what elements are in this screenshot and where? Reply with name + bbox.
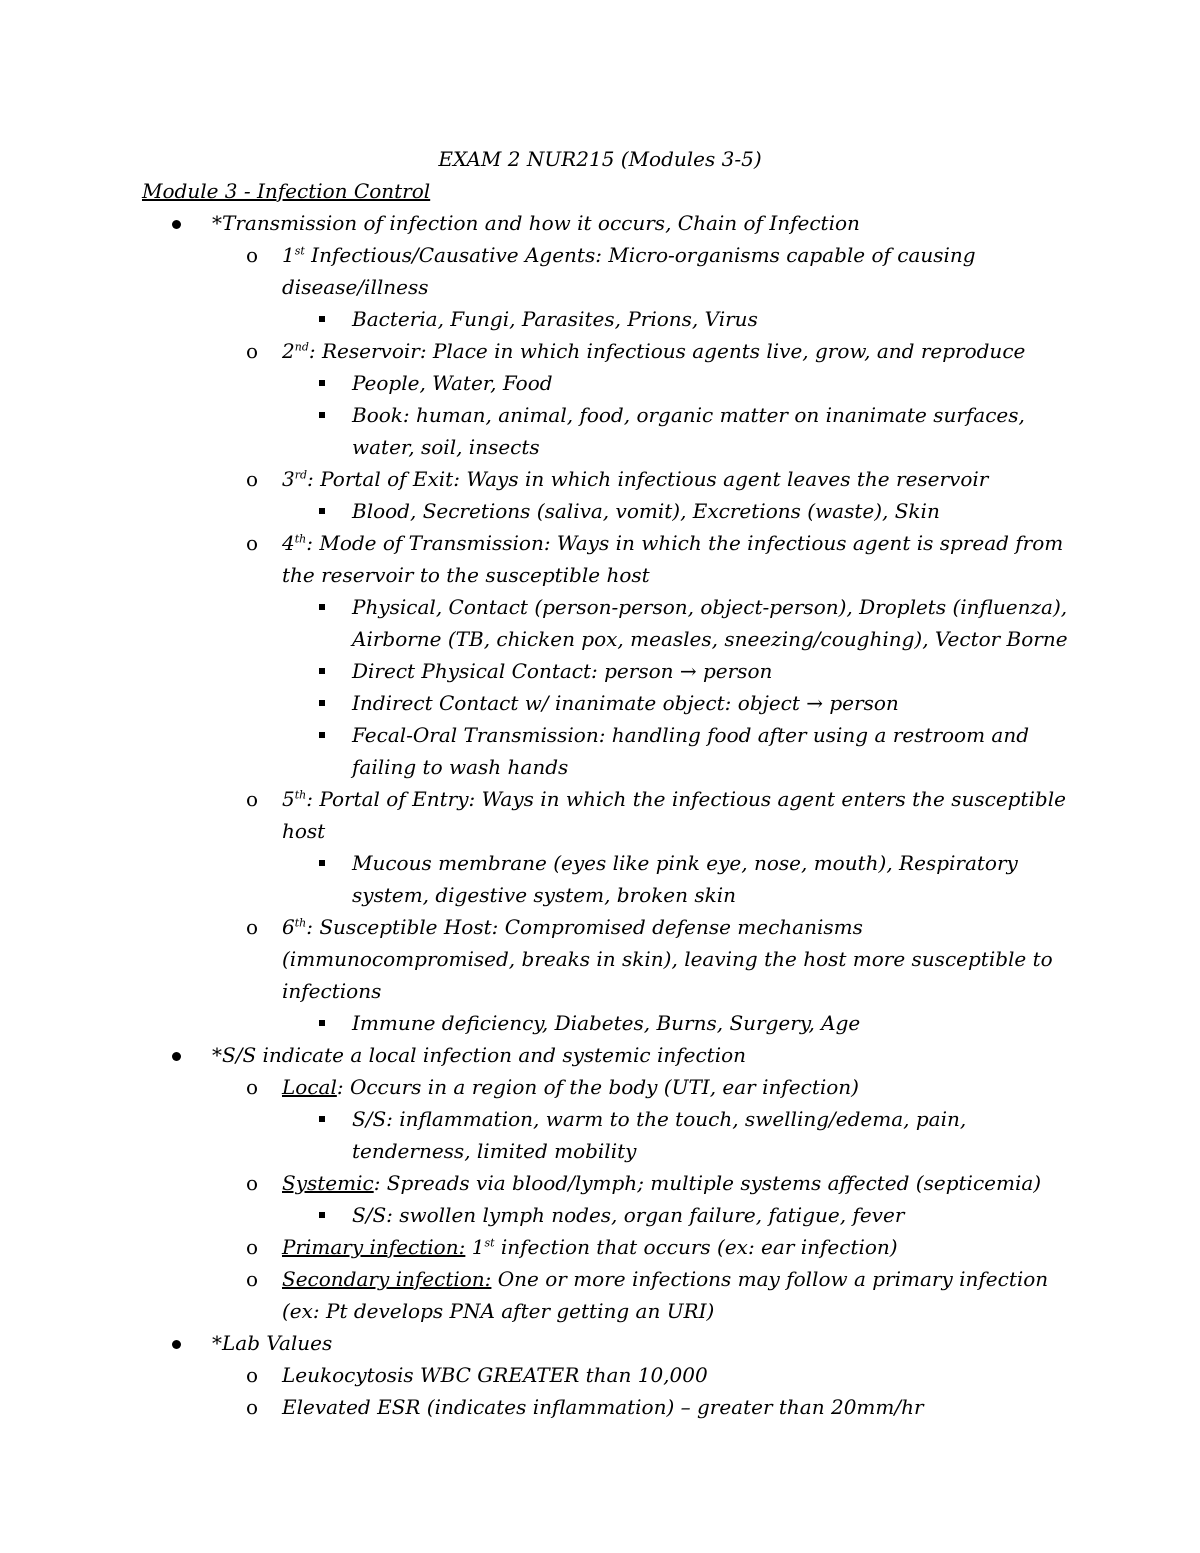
square-bullet-icon — [319, 860, 325, 866]
systemic-infection: o Systemic: Spreads via blood/lymph; multiple systems affected (septicemia) — [0, 1167, 1072, 1199]
primary-infection: o Primary infection: 1st infection that occurs (ex: ear infection) — [0, 1231, 1072, 1263]
local-infection: o Local: Occurs in a region of the body (UTI, ear infection) — [0, 1071, 1072, 1103]
circle-bullet-icon: o — [246, 787, 259, 811]
circle-bullet-icon: o — [246, 1235, 259, 1259]
bullet-signs-symptoms: *S/S indicate a local infection and systemic infection — [0, 1039, 1200, 1071]
module-heading: Module 3 - Infection Control — [142, 179, 431, 203]
list-item: Indirect Contact w/ inanimate object: object → person — [0, 687, 1072, 719]
chain-link-2: o 2nd: Reservoir: Place in which infectious agents live, grow, and reproduce — [0, 335, 1072, 367]
square-bullet-icon — [319, 508, 325, 514]
circle-bullet-icon: o — [246, 531, 259, 555]
bullet-transmission: *Transmission of infection and how it occurs, Chain of Infection — [0, 207, 1200, 239]
square-bullet-icon — [319, 1116, 325, 1122]
disc-bullet-icon — [172, 1340, 181, 1349]
circle-bullet-icon: o — [246, 915, 259, 939]
list-item: Blood, Secretions (saliva, vomit), Excretions (waste), Skin — [0, 495, 1072, 527]
disc-bullet-icon — [172, 1052, 181, 1061]
list-item: Book: human, animal, food, organic matter on inanimate surfaces, water, soil, insects — [0, 399, 1072, 463]
square-bullet-icon — [319, 700, 325, 706]
circle-bullet-icon: o — [246, 243, 259, 267]
list-item: Physical, Contact (person-person, object-person), Droplets (influenza), Airborne (TB, chicken pox, measles, sneezing/coughing), Vector Borne — [0, 591, 1072, 655]
disc-bullet-icon — [172, 220, 181, 229]
square-bullet-icon — [319, 732, 325, 738]
list-item: Immune deficiency, Diabetes, Burns, Surgery, Age — [0, 1007, 1072, 1039]
list-item: S/S: inflammation, warm to the touch, swelling/edema, pain, tenderness, limited mobility — [0, 1103, 1072, 1167]
square-bullet-icon — [319, 668, 325, 674]
document-title: EXAM 2 NUR215 (Modules 3-5) — [438, 147, 762, 171]
secondary-infection: o Secondary infection: One or more infections may follow a primary infection (ex: Pt develops PNA after getting an URI) — [0, 1263, 1072, 1327]
chain-link-6: o 6th: Susceptible Host: Compromised defense mechanisms (immunocompromised, breaks in skin), leaving the host more susceptible to infections — [0, 911, 1072, 1007]
list-item: Fecal-Oral Transmission: handling food after using a restroom and failing to wash hands — [0, 719, 1072, 783]
lab-esr: o Elevated ESR (indicates inflammation) – greater than 20mm/hr — [0, 1391, 1072, 1423]
circle-bullet-icon: o — [246, 1395, 259, 1419]
list-item: Bacteria, Fungi, Parasites, Prions, Virus — [0, 303, 1072, 335]
square-bullet-icon — [319, 604, 325, 610]
square-bullet-icon — [319, 316, 325, 322]
chain-link-4: o 4th: Mode of Transmission: Ways in which the infectious agent is spread from the reservoir to the susceptible host — [0, 527, 1072, 591]
circle-bullet-icon: o — [246, 1075, 259, 1099]
list-item: Mucous membrane (eyes like pink eye, nose, mouth), Respiratory system, digestive system, broken skin — [0, 847, 1072, 911]
circle-bullet-icon: o — [246, 467, 259, 491]
square-bullet-icon — [319, 1020, 325, 1026]
list-item: S/S: swollen lymph nodes, organ failure, fatigue, fever — [0, 1199, 1072, 1231]
circle-bullet-icon: o — [246, 1363, 259, 1387]
circle-bullet-icon: o — [246, 1267, 259, 1291]
chain-link-3: o 3rd: Portal of Exit: Ways in which infectious agent leaves the reservoir — [0, 463, 1072, 495]
list-item: Direct Physical Contact: person → person — [0, 655, 1072, 687]
chain-link-1: o 1st Infectious/Causative Agents: Micro-organisms capable of causing disease/illness — [0, 239, 1072, 303]
notes-list — [0, 207, 1200, 1423]
circle-bullet-icon: o — [246, 339, 259, 363]
list-item: People, Water, Food — [0, 367, 1072, 399]
circle-bullet-icon: o — [246, 1171, 259, 1195]
square-bullet-icon — [319, 380, 325, 386]
chain-link-5: o 5th: Portal of Entry: Ways in which the infectious agent enters the susceptible host — [0, 783, 1072, 847]
square-bullet-icon — [319, 1212, 325, 1218]
lab-leukocytosis: o Leukocytosis WBC GREATER than 10,000 — [0, 1359, 1072, 1391]
square-bullet-icon — [319, 412, 325, 418]
bullet-lab-values: *Lab Values — [0, 1327, 1200, 1359]
